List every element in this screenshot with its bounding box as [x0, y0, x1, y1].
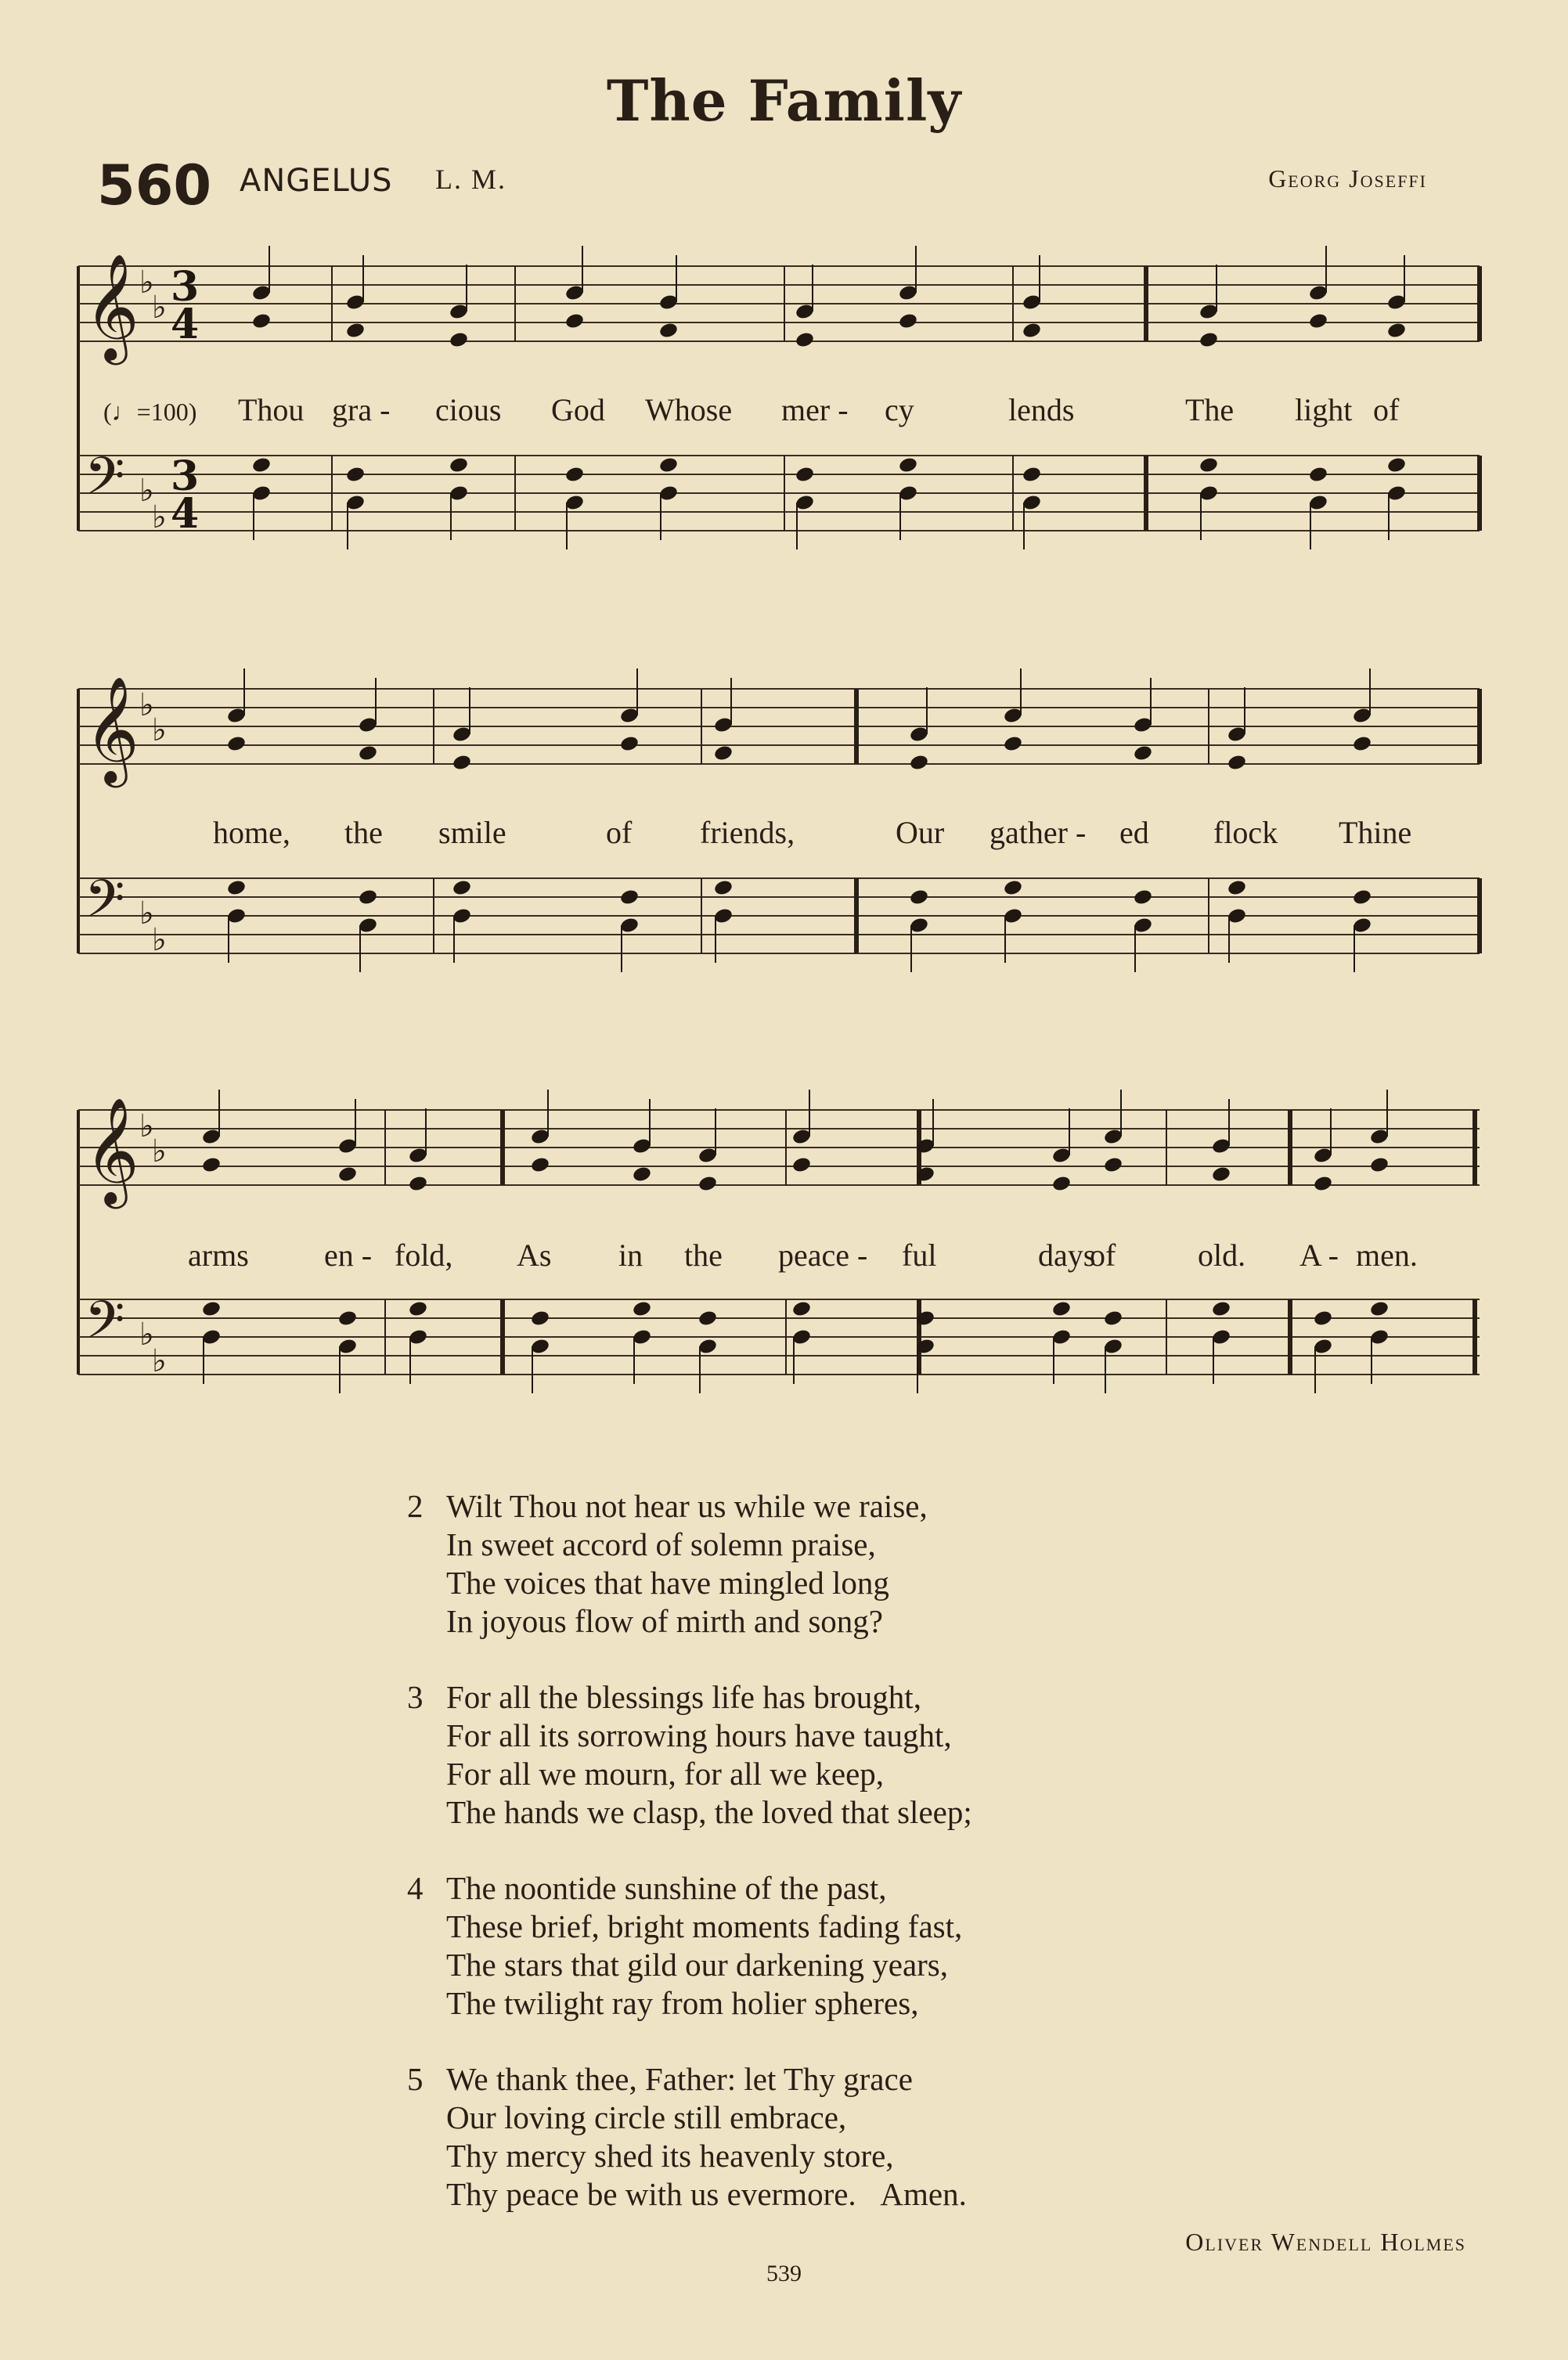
- note-head: [1003, 879, 1023, 897]
- lyric-syllable: ful: [902, 1238, 937, 1273]
- note-head: [658, 322, 679, 340]
- note-head: [619, 888, 640, 906]
- lyric-syllable: of: [606, 815, 633, 850]
- stanza-4: [407, 1869, 972, 2023]
- note-head: [909, 754, 929, 772]
- bass-clef-icon: 𝄢: [85, 869, 125, 942]
- note-head: [201, 1300, 222, 1318]
- lyric-syllable: The: [1185, 392, 1235, 427]
- note-head: [1227, 754, 1247, 772]
- note-head: [251, 456, 272, 474]
- lyric-syllable: mer -: [781, 392, 849, 427]
- note-head: [791, 1300, 812, 1318]
- stanza-line: For all the blessings life has brought,: [446, 1679, 921, 1715]
- note-head: [1199, 331, 1219, 349]
- note-head: [530, 1310, 550, 1328]
- time-signature-top: 3: [171, 452, 200, 500]
- note-head: [1103, 1156, 1123, 1174]
- treble-clef-icon: 𝄞: [85, 252, 139, 360]
- note-head: [1313, 1310, 1333, 1328]
- note-head: [345, 322, 366, 340]
- flat-icon: ♭: [139, 687, 154, 723]
- note-head: [337, 1166, 358, 1184]
- meter: L. M.: [435, 164, 506, 195]
- flat-icon: ♭: [152, 712, 167, 748]
- note-head: [1352, 735, 1372, 753]
- note-head: [226, 735, 247, 753]
- lyric-syllable: light: [1295, 392, 1353, 427]
- note-head: [898, 312, 918, 330]
- stanza-line: In sweet accord of solemn praise,: [446, 1526, 876, 1562]
- lyric-syllable: men.: [1356, 1238, 1418, 1273]
- note-head: [1386, 456, 1407, 474]
- author: Oliver Wendell Holmes: [1185, 2228, 1466, 2256]
- lyric-syllable: gra -: [332, 392, 391, 427]
- music-system-3: [74, 1079, 1483, 1454]
- stanza-line: Thy peace be with us evermore. Amen.: [446, 2176, 967, 2212]
- note-head: [1199, 456, 1219, 474]
- flat-icon: ♭: [152, 922, 167, 958]
- time-signature-top: 3: [171, 263, 200, 311]
- lyrics-row-2: [74, 814, 1483, 853]
- lyric-syllable: As: [517, 1238, 552, 1273]
- note-head: [358, 744, 378, 762]
- note-head: [449, 456, 469, 474]
- lyric-syllable: peace -: [778, 1238, 868, 1273]
- note-head: [1022, 466, 1042, 484]
- flat-icon: ♭: [152, 499, 167, 535]
- bass-clef-icon: 𝄢: [85, 446, 125, 519]
- lyric-syllable: Whose: [645, 392, 733, 427]
- note-head: [795, 466, 815, 484]
- note-head: [1227, 879, 1247, 897]
- bass-clef-icon: 𝄢: [85, 1290, 125, 1363]
- tune-name: ANGELUS: [240, 163, 393, 199]
- note-head: [452, 754, 472, 772]
- flat-icon: ♭: [139, 473, 154, 509]
- note-head: [619, 735, 640, 753]
- hymn-number: 560: [97, 153, 212, 218]
- lyric-syllable: gather -: [989, 815, 1087, 850]
- lyric-syllable: the: [684, 1238, 723, 1273]
- note-head: [1051, 1175, 1072, 1193]
- note-head: [564, 312, 585, 330]
- lyric-syllable: A -: [1299, 1238, 1339, 1273]
- stanza-line: For all we mourn, for all we keep,: [446, 1756, 885, 1792]
- music-system-1: [74, 235, 1483, 595]
- note-head: [632, 1166, 652, 1184]
- note-head: [697, 1310, 718, 1328]
- lyric-syllable: cious: [435, 392, 502, 427]
- stanza-line: We thank thee, Father: let Thy grace: [446, 2061, 913, 2097]
- stanza-line: The stars that gild our darkening years,: [446, 1947, 949, 1983]
- note-head: [1352, 888, 1372, 906]
- stanza-line: Wilt Thou not hear us while we raise,: [446, 1488, 928, 1524]
- stanza-line: For all its sorrowing hours have taught,: [446, 1717, 952, 1753]
- stanza-number: 2: [407, 1488, 424, 1524]
- page-number: 539: [766, 2261, 802, 2286]
- stanza-line: The twilight ray from holier spheres,: [446, 1985, 919, 2021]
- flat-icon: ♭: [152, 1343, 167, 1379]
- time-signature-bottom: 4: [171, 301, 200, 348]
- stanza-number: 4: [407, 1870, 424, 1906]
- stanza-2: [407, 1487, 972, 1641]
- note-head: [1308, 312, 1328, 330]
- stanza-line: Thy mercy shed its heavenly store,: [446, 2138, 894, 2174]
- note-head: [1103, 1310, 1123, 1328]
- note-head: [632, 1300, 652, 1318]
- lyric-syllable: Our: [896, 815, 945, 850]
- flat-icon: ♭: [139, 895, 154, 931]
- lyric-syllable: smile: [438, 815, 506, 850]
- stanza-number: 3: [407, 1679, 424, 1715]
- treble-clef-icon: 𝄞: [85, 1096, 139, 1204]
- flat-icon: ♭: [139, 265, 154, 301]
- note-head: [564, 466, 585, 484]
- treble-clef-icon: 𝄞: [85, 675, 139, 783]
- note-head: [795, 331, 815, 349]
- note-head: [452, 879, 472, 897]
- stanza-line: Our loving circle still embrace,: [446, 2099, 847, 2135]
- verses: [407, 1487, 972, 2251]
- note-head: [697, 1175, 718, 1193]
- flat-icon: ♭: [152, 1133, 167, 1169]
- note-head: [1003, 735, 1023, 753]
- note-head: [713, 744, 734, 762]
- lyrics-row-1: [74, 391, 1483, 431]
- flat-icon: ♭: [152, 290, 167, 326]
- lyric-syllable: friends,: [700, 815, 795, 850]
- stanza-line: The voices that have mingled long: [446, 1565, 889, 1601]
- note-head: [791, 1156, 812, 1174]
- lyric-syllable: en -: [324, 1238, 373, 1273]
- lyric-syllable: fold,: [395, 1238, 453, 1273]
- note-head: [1211, 1300, 1231, 1318]
- lyric-syllable: arms: [188, 1238, 249, 1273]
- note-head: [530, 1156, 550, 1174]
- note-head: [909, 888, 929, 906]
- note-head: [1051, 1300, 1072, 1318]
- note-head: [226, 879, 247, 897]
- stanza-line: The noontide sunshine of the past,: [446, 1870, 887, 1906]
- note-head: [449, 331, 469, 349]
- note-head: [408, 1175, 428, 1193]
- stanza-line: In joyous flow of mirth and song?: [446, 1603, 883, 1639]
- lyric-syllable: of: [1090, 1238, 1116, 1273]
- note-head: [1369, 1300, 1390, 1318]
- stanza-line: These brief, bright moments fading fast,: [446, 1908, 963, 1944]
- lyric-syllable: days: [1038, 1238, 1096, 1273]
- note-head: [1313, 1175, 1333, 1193]
- note-head: [1308, 466, 1328, 484]
- note-head: [1022, 322, 1042, 340]
- lyric-syllable: cy: [885, 392, 914, 427]
- lyric-syllable: Thine: [1339, 815, 1412, 850]
- note-head: [345, 466, 366, 484]
- lyric-syllable: home,: [213, 815, 290, 850]
- note-head: [898, 456, 918, 474]
- lyric-syllable: old.: [1198, 1238, 1246, 1273]
- stanza-line: The hands we clasp, the loved that sleep;: [446, 1794, 972, 1830]
- note-head: [1133, 744, 1153, 762]
- note-head: [1211, 1166, 1231, 1184]
- stanza-5: [407, 2060, 972, 2214]
- note-head: [1369, 1156, 1390, 1174]
- note-head: [1133, 888, 1153, 906]
- lyric-syllable: flock: [1213, 815, 1278, 850]
- lyric-syllable: lends: [1008, 392, 1075, 427]
- lyric-syllable: Thou: [238, 392, 305, 427]
- page-title: The Family: [606, 67, 962, 134]
- note-head: [358, 888, 378, 906]
- lyric-syllable: the: [344, 815, 383, 850]
- lyrics-row-3: [74, 1237, 1483, 1276]
- note-head: [408, 1300, 428, 1318]
- note-head: [201, 1156, 222, 1174]
- tempo-marking: (♩=100): [103, 398, 197, 426]
- stanza-3: [407, 1678, 972, 1832]
- note-head: [658, 456, 679, 474]
- lyric-syllable: of: [1373, 392, 1400, 427]
- note-head: [713, 879, 734, 897]
- note-head: [337, 1310, 358, 1328]
- flat-icon: ♭: [139, 1317, 154, 1353]
- flat-icon: ♭: [139, 1108, 154, 1144]
- note-head: [1386, 322, 1407, 340]
- lyric-syllable: God: [551, 392, 605, 427]
- music-system-2: [74, 658, 1483, 1018]
- lyric-syllable: in: [618, 1238, 643, 1273]
- time-signature-bottom: 4: [171, 490, 200, 538]
- composer: Georg Joseffi: [1268, 164, 1427, 193]
- note-head: [251, 312, 272, 330]
- lyric-syllable: ed: [1119, 815, 1149, 850]
- stanza-number: 5: [407, 2061, 424, 2097]
